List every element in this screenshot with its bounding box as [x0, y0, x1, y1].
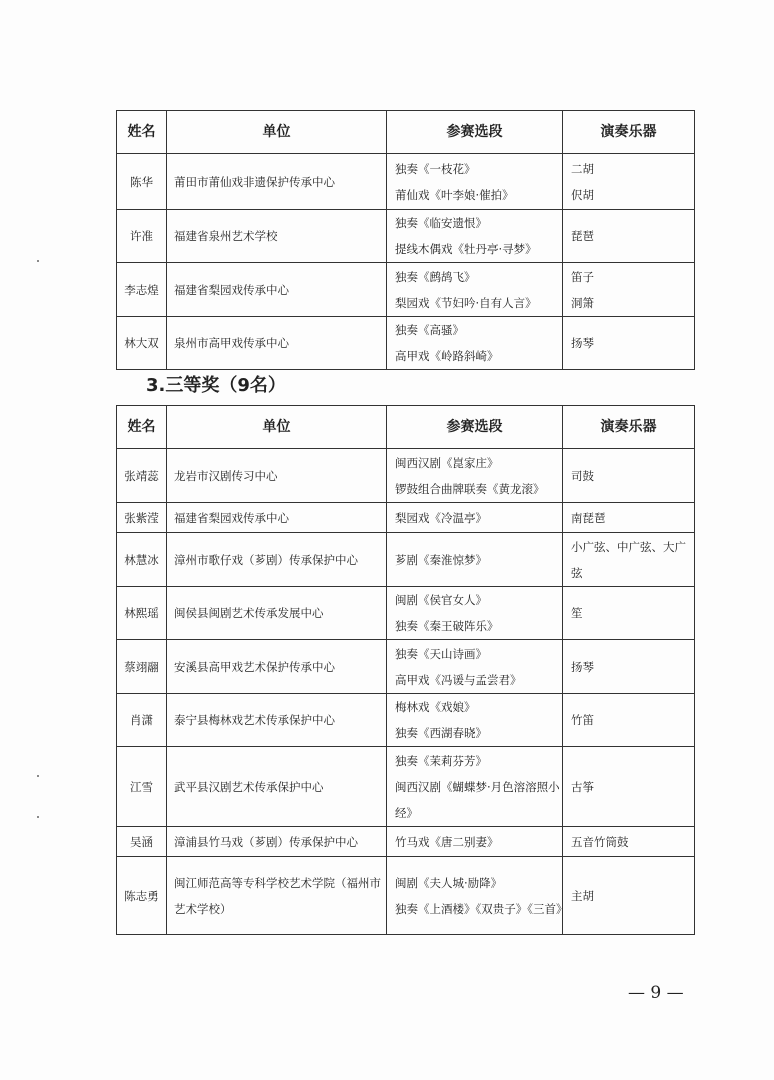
scan-speck: [37, 260, 39, 262]
cell-instrument: 古筝: [563, 747, 695, 827]
award-table-second-prize: [116, 110, 695, 370]
cell-segment: [387, 747, 563, 827]
cell-instrument: 司鼓: [563, 449, 695, 503]
cell-unit: 漳州市歌仔戏（芗剧）传承保护中心: [167, 533, 387, 587]
cell-unit: 福建省梨园戏传承中心: [167, 503, 387, 533]
cell-segment: 竹马戏《唐二别妻》: [387, 827, 563, 857]
cell-name: 林大双: [117, 317, 167, 370]
cell-name: 林熙瑶: [117, 587, 167, 640]
segment-line: 闽西汉剧《崑家庄》: [395, 455, 499, 470]
cell-unit: 福建省梨园戏传承中心: [167, 263, 387, 317]
table-row: [117, 154, 695, 210]
cell-segment: [387, 640, 563, 694]
cell-instrument: 扬琴: [563, 640, 695, 694]
table-row: [117, 827, 695, 857]
segment-line: 提线木偶戏《牡丹亭·寻梦》: [395, 242, 537, 256]
segment-line: 独奏《西湖春晓》: [395, 726, 487, 740]
cell-segment: [387, 449, 563, 503]
cell-segment: [387, 154, 563, 210]
cell-unit: 泰宁县梅林戏艺术传承保护中心: [167, 694, 387, 747]
segment-line: 独奏《上酒楼》《双贵子》《三首》: [395, 901, 568, 916]
cell-segment: [387, 317, 563, 370]
cell-segment: 梨园戏《冷温亭》: [387, 503, 563, 533]
segment-line: 闽剧《侯官女人》: [395, 593, 487, 607]
segment-line: 高甲戏《冯谖与孟尝君》: [395, 672, 522, 687]
cell-instrument: 扬琴: [563, 317, 695, 370]
cell-name: 许准: [117, 210, 167, 263]
table-row: [117, 640, 695, 694]
cell-name: 张靖蕊: [117, 449, 167, 503]
page-number: — 9 —: [628, 983, 684, 1003]
cell-name: 江雪: [117, 747, 167, 827]
table-row: [117, 747, 695, 827]
cell-unit: 武平县汉剧艺术传承保护中心: [167, 747, 387, 827]
instrument-line: 洞箫: [571, 295, 594, 310]
cell-unit: 漳浦县竹马戏（芗剧）传承保护中心: [167, 827, 387, 857]
segment-line: 独奏《茉莉芬芳》: [395, 753, 487, 768]
header-name: 姓名: [117, 111, 167, 154]
table-row: [117, 449, 695, 503]
cell-segment: [387, 694, 563, 747]
cell-segment: [387, 857, 568, 935]
header-instrument: 演奏乐器: [563, 406, 695, 449]
segment-line: 独奏《天山诗画》: [395, 646, 487, 661]
table-header-row: [117, 111, 695, 154]
segment-line: 高甲戏《岭路斜崎》: [395, 349, 499, 363]
scan-speck: [37, 816, 39, 818]
segment-line: 独奏《临安遗恨》: [395, 216, 487, 230]
cell-instrument: [563, 154, 695, 210]
header-segment: 参赛选段: [387, 406, 563, 449]
header-segment: 参赛选段: [387, 111, 563, 154]
scan-speck: [37, 775, 39, 777]
cell-instrument: 主胡: [563, 857, 695, 935]
header-instrument: 演奏乐器: [563, 111, 695, 154]
table-row: [117, 694, 695, 747]
cell-instrument: 笙: [563, 587, 695, 640]
table-row: [117, 317, 695, 370]
cell-instrument: [563, 533, 695, 587]
table-row: [117, 210, 695, 263]
table-row: [117, 533, 695, 587]
instrument-line: 二胡: [571, 161, 594, 176]
cell-unit: 泉州市高甲戏传承中心: [167, 317, 387, 370]
table-row: [117, 587, 695, 640]
cell-name: 陈华: [117, 154, 167, 210]
header-name: 姓名: [117, 406, 167, 449]
section-heading: 3.三等奖（9名）: [146, 375, 286, 396]
segment-line: 独奏《鹧鸪飞》: [395, 269, 476, 284]
segment-line: 莆仙戏《叶李娘·催拍》: [395, 187, 514, 202]
cell-segment: [387, 263, 563, 317]
cell-instrument: 竹笛: [563, 694, 695, 747]
cell-segment: [387, 587, 563, 640]
instrument-line: 小广弦、中广弦、大广弦: [571, 539, 686, 580]
header-unit: 单位: [167, 111, 387, 154]
cell-name: 肖潇: [117, 694, 167, 747]
cell-name: 林慧冰: [117, 533, 167, 587]
unit-text: 闽江师范高等专科学校艺术学院（福州市艺术学校）: [174, 875, 381, 916]
cell-unit: 莆田市莆仙戏非遗保护传承中心: [167, 154, 387, 210]
instrument-line: 伬胡: [571, 187, 594, 202]
award-table-third-prize: [116, 405, 695, 935]
cell-unit: [167, 857, 387, 935]
cell-instrument: 五音竹筒鼓: [563, 827, 695, 857]
segment-line: 闽西汉剧《蝴蝶梦·月色溶溶照小经》: [395, 779, 560, 820]
table-header-row: [117, 406, 695, 449]
cell-unit: 闽侯县闽剧艺术传承发展中心: [167, 587, 387, 640]
segment-line: 梅林戏《戏娘》: [395, 700, 476, 714]
segment-line: 独奏《高骚》: [395, 323, 464, 337]
table-row: [117, 503, 695, 533]
cell-name: 吴涵: [117, 827, 167, 857]
segment-line: 独奏《一枝花》: [395, 161, 476, 176]
cell-instrument: [563, 263, 695, 317]
segment-line: 锣鼓组合曲牌联奏《黄龙滚》: [395, 481, 545, 496]
cell-segment: [387, 210, 563, 263]
table-row: [117, 857, 695, 935]
instrument-line: 笛子: [571, 269, 594, 284]
segment-line: 独奏《秦王破阵乐》: [395, 619, 499, 633]
cell-name: 陈志勇: [117, 857, 167, 935]
segment-line: 梨园戏《节妇吟·自有人言》: [395, 295, 537, 310]
segment-line: 闽剧《夫人城·励降》: [395, 875, 503, 890]
cell-unit: 福建省泉州艺术学校: [167, 210, 387, 263]
cell-unit: 龙岩市汉剧传习中心: [167, 449, 387, 503]
header-unit: 单位: [167, 406, 387, 449]
cell-instrument: 南琵琶: [563, 503, 695, 533]
cell-name: 李志煌: [117, 263, 167, 317]
cell-name: 蔡翊翮: [117, 640, 167, 694]
table-row: [117, 263, 695, 317]
cell-instrument: 琵琶: [563, 210, 695, 263]
cell-unit: 安溪县高甲戏艺术保护传承中心: [167, 640, 387, 694]
cell-name: 张紫滢: [117, 503, 167, 533]
cell-segment: 芗剧《秦淮惊梦》: [387, 533, 563, 587]
